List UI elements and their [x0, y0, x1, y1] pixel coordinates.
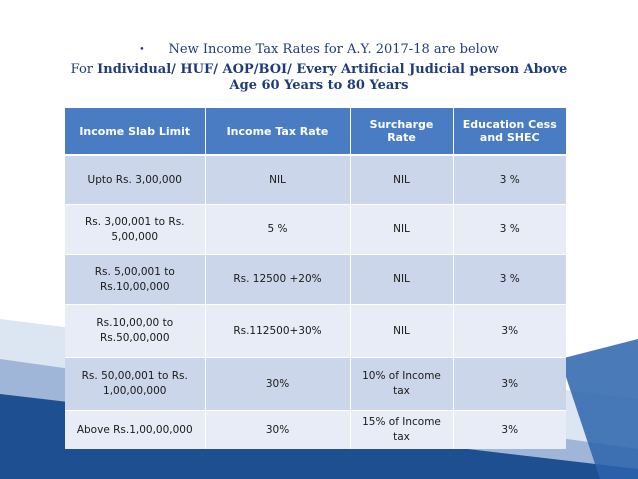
cell-income-tax-rate: Rs.112500+30% — [205, 305, 350, 358]
cell-surcharge-rate: NIL — [350, 255, 453, 305]
cell-education-cess: 3% — [453, 305, 566, 358]
header-income-tax-rate: Income Tax Rate — [205, 108, 350, 155]
cell-surcharge-rate: NIL — [350, 205, 453, 255]
subtitle-bold-text: Individual/ HUF/ AOP/BOI/ Every Artificial Judicial person Above Age 60 Years to 80 Years — [97, 62, 568, 93]
cell-surcharge-rate: NIL — [350, 155, 453, 205]
cell-education-cess: 3% — [453, 358, 566, 411]
cell-education-cess: 3 % — [453, 155, 566, 205]
header-education-cess: Education Cess and SHEC — [453, 108, 566, 155]
cell-income-tax-rate: NIL — [205, 155, 350, 205]
cell-income-tax-rate: 30% — [205, 411, 350, 450]
cell-income-slab: Above Rs.1,00,00,000 — [65, 411, 205, 450]
cell-education-cess: 3% — [453, 411, 566, 450]
cell-education-cess: 3 % — [453, 205, 566, 255]
cell-income-slab: Rs. 50,00,001 to Rs. 1,00,00,000 — [65, 358, 205, 411]
bullet-icon: • — [139, 44, 145, 55]
slide-title — [0, 42, 638, 57]
cell-surcharge-rate: NIL — [350, 305, 453, 358]
table-header-row — [65, 108, 566, 155]
header-income-slab: Income Slab Limit — [65, 108, 205, 155]
cell-income-tax-rate: 30% — [205, 358, 350, 411]
table-row — [65, 255, 566, 305]
cell-income-slab: Rs. 3,00,001 to Rs. 5,00,000 — [65, 205, 205, 255]
table-row — [65, 205, 566, 255]
cell-surcharge-rate: 15% of Income tax — [350, 411, 453, 450]
cell-income-slab: Upto Rs. 3,00,000 — [65, 155, 205, 205]
tax-rate-table — [65, 108, 566, 449]
cell-income-slab: Rs.10,00,00 to Rs.50,00,000 — [65, 305, 205, 358]
title-line-1: New Income Tax Rates for A.Y. 2017-18 are below — [168, 42, 499, 57]
table-row — [65, 155, 566, 205]
cell-income-tax-rate: Rs. 12500 +20% — [205, 255, 350, 305]
cell-income-tax-rate: 5 % — [205, 205, 350, 255]
table-row — [65, 411, 566, 450]
cell-surcharge-rate: 10% of Income tax — [350, 358, 453, 411]
table-row — [65, 305, 566, 358]
header-surcharge-rate: Surcharge Rate — [350, 108, 453, 155]
cell-education-cess: 3 % — [453, 255, 566, 305]
slide-subtitle — [64, 62, 574, 94]
subtitle-prefix: For — [70, 62, 94, 77]
table-row — [65, 358, 566, 411]
cell-income-slab: Rs. 5,00,001 to Rs.10,00,000 — [65, 255, 205, 305]
